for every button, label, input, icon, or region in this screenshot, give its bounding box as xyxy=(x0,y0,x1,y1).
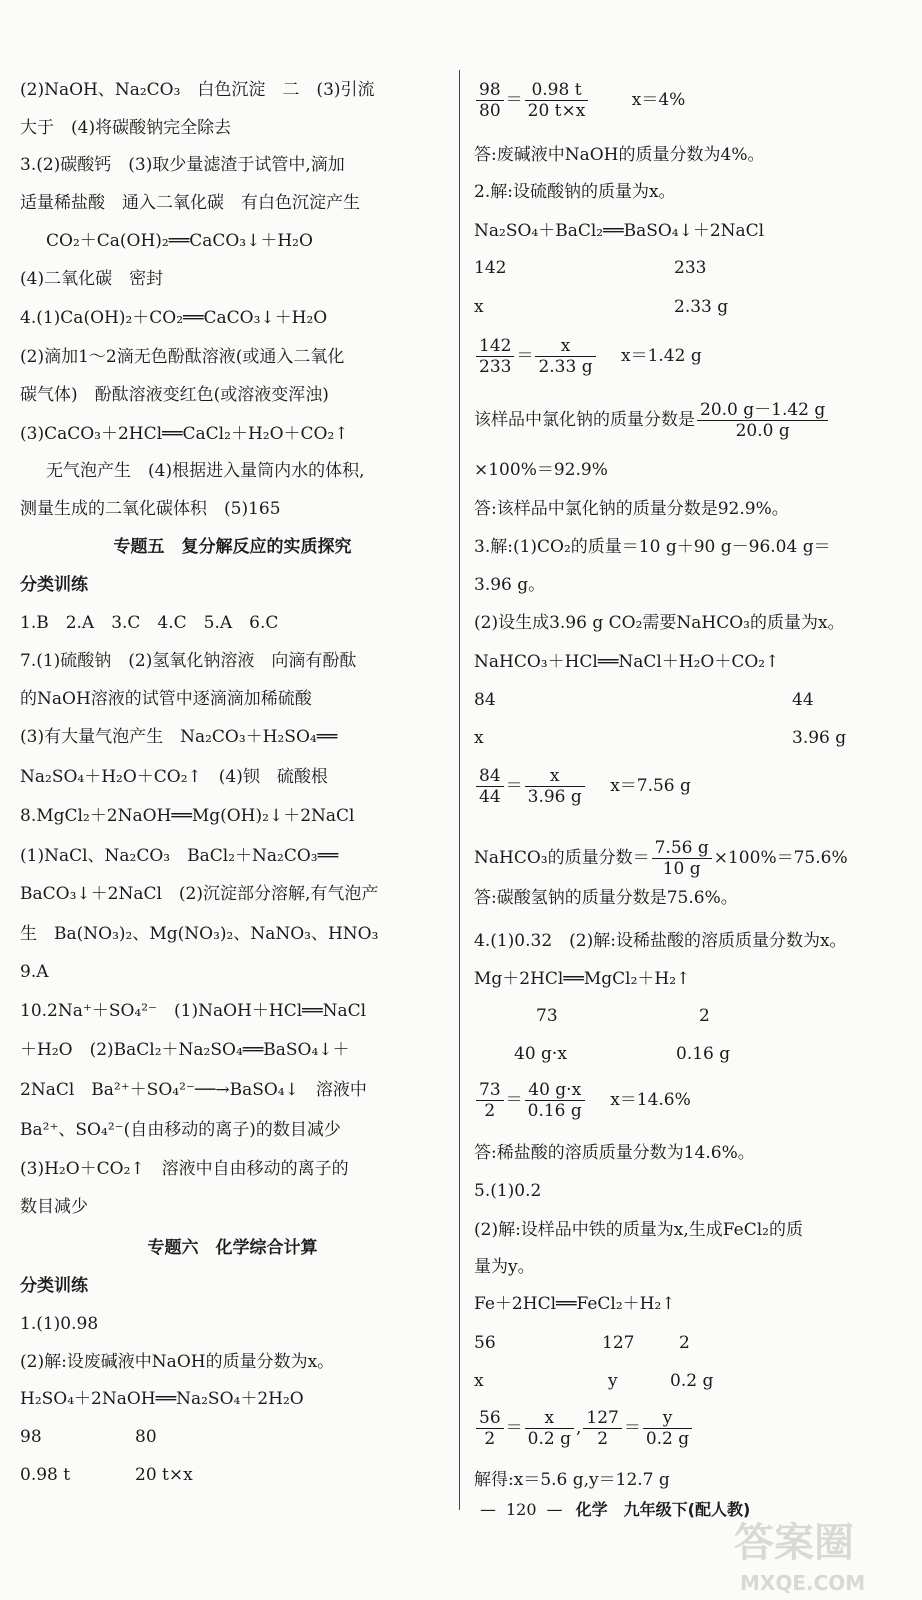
fraction: $\frac{7.56 g}{10 g}$ xyxy=(652,838,712,879)
text-line: (3)有大量气泡产生 Na₂CO₃＋H₂SO₄══ xyxy=(20,727,338,747)
stoich-value: x xyxy=(474,297,484,317)
fraction: $\frac{y}{0.2 g}$ xyxy=(643,1408,692,1449)
text-line: BaCO₃↓＋2NaCl (2)沉淀部分溶解,有气泡产 xyxy=(20,884,379,904)
answer-line: 答:废碱液中NaOH的质量分数为4%。 xyxy=(474,145,765,165)
watermark-logo xyxy=(726,1506,896,1598)
text-line: (2)设生成3.96 g CO₂需要NaHCO₃的质量为x。 xyxy=(474,613,845,633)
text-line: 适量稀盐酸 通入二氧化碳 有白色沉淀产生 xyxy=(20,193,360,213)
answer-line: 答:稀盐酸的溶质质量分数为14.6%。 xyxy=(474,1143,755,1163)
text-line: 5.(1)0.2 xyxy=(474,1181,542,1201)
text-line: Na₂SO₄＋H₂O＋CO₂↑ (4)钡 硫酸根 xyxy=(20,767,328,787)
column-divider xyxy=(459,70,460,1510)
subsection-heading: 分类训练 xyxy=(20,1276,88,1296)
stoich-value: 98 xyxy=(20,1427,42,1447)
text-line: 大于 (4)将碳酸钠完全除去 xyxy=(20,118,232,138)
proportion-line: $\frac{142}{233}$ ＝ $\frac{x}{2.33 g}$ x＝1.42 g xyxy=(474,336,702,377)
result-line: 解得:x＝5.6 g,y＝12.7 g xyxy=(474,1470,670,1490)
fraction: $\frac{x}{3.96 g}$ xyxy=(525,766,585,807)
text-line: 的NaOH溶液的试管中逐滴滴加稀硫酸 xyxy=(20,689,312,709)
answer-line: 答:碳酸氢钠的质量分数是75.6%。 xyxy=(474,888,738,908)
stoich-value: 40 g·x xyxy=(514,1044,567,1064)
text-line: Ba²⁺、SO₄²⁻(自由移动的离子)的数目减少 xyxy=(20,1120,341,1140)
stoich-value: y xyxy=(608,1371,618,1391)
text-line: ＋H₂O (2)BaCl₂＋Na₂SO₄══BaSO₄↓＋ xyxy=(20,1040,350,1060)
stoich-value: 2 xyxy=(679,1333,690,1353)
stoich-value: 0.98 t xyxy=(20,1465,71,1485)
equation: Na₂SO₄＋BaCl₂══BaSO₄↓＋2NaCl xyxy=(474,221,765,241)
text-line: 3.(2)碳酸钙 (3)取少量滤渣于试管中,滴加 xyxy=(20,155,345,175)
stoich-value: 0.16 g xyxy=(676,1044,731,1064)
fraction: $\frac{142}{233}$ xyxy=(476,336,514,377)
footer-dash: — xyxy=(546,1500,563,1519)
text-line: (2)解:设样品中铁的质量为x,生成FeCl₂的质 xyxy=(474,1220,803,1240)
equation: Fe＋2HCl══FeCl₂＋H₂↑ xyxy=(474,1294,676,1314)
text-line: 2.解:设硫酸钠的质量为x。 xyxy=(474,182,676,202)
proportion-line: $\frac{84}{44}$ ＝ $\frac{x}{3.96 g}$ x＝7.56 g xyxy=(474,766,691,807)
footer-dash: — xyxy=(480,1500,496,1519)
fraction: $\frac{20.0 g-1.42 g}{20.0 g}$ xyxy=(697,400,828,441)
section-heading: 专题五 复分解反应的实质探究 xyxy=(113,537,352,557)
stoich-value: 44 xyxy=(792,690,814,710)
fraction: $\frac{98}{80}$ xyxy=(476,80,504,121)
text-line: 3.解:(1)CO₂的质量＝10 g＋90 g－96.04 g＝ xyxy=(474,537,831,557)
equation: H₂SO₄＋2NaOH══Na₂SO₄＋2H₂O xyxy=(20,1389,304,1409)
fraction: $\frac{127}{2}$ xyxy=(583,1408,621,1449)
equation: Mg＋2HCl══MgCl₂＋H₂↑ xyxy=(474,969,691,989)
stoich-value: 3.96 g xyxy=(792,728,847,748)
calculation-line: 该样品中氯化钠的质量分数是 $\frac{20.0 g-1.42 g}{20.0 g}$ xyxy=(474,400,830,441)
equation: (3)CaCO₃＋2HCl══CaCl₂＋H₂O＋CO₂↑ xyxy=(20,424,349,444)
text-line: 4.(1)0.32 (2)解:设稀盐酸的溶质质量分数为x。 xyxy=(474,931,847,951)
page-footer xyxy=(480,1497,750,1520)
stoich-value: 2.33 g xyxy=(674,297,729,317)
text-line: 无气泡产生 (4)根据进入量筒内水的体积, xyxy=(46,461,365,481)
stoich-value: x xyxy=(474,728,484,748)
text-line: 量为y。 xyxy=(474,1257,535,1277)
fraction: $\frac{84}{44}$ xyxy=(476,766,504,807)
stoich-value: 142 xyxy=(474,258,507,278)
proportion-line: $\frac{56}{2}$ ＝ $\frac{x}{0.2 g}$ , $\frac{127}{2}$ ＝ $\frac{y}{0.2 g}$ xyxy=(474,1408,694,1449)
answer-line: 答:该样品中氯化钠的质量分数是92.9%。 xyxy=(474,499,789,519)
text-line: 10.2Na⁺＋SO₄²⁻ (1)NaOH＋HCl══NaCl xyxy=(20,1001,367,1021)
calculation-line: NaHCO₃的质量分数＝ $\frac{7.56 g}{10 g}$ ×100%＝75.6% xyxy=(474,838,848,879)
equation: CO₂＋Ca(OH)₂══CaCO₃↓＋H₂O xyxy=(46,231,313,251)
calculation-line: ×100%＝92.9% xyxy=(474,460,608,480)
fraction: $\frac{73}{2}$ xyxy=(476,1080,504,1121)
footer-subject: 化学 九年级下(配人教) xyxy=(575,1500,751,1519)
watermark-text: 答案圈 xyxy=(734,1520,854,1566)
stoich-value: 233 xyxy=(674,258,707,278)
stoich-value: 2 xyxy=(699,1006,710,1026)
fraction: $\frac{56}{2}$ xyxy=(476,1408,504,1449)
section-heading: 专题六 化学综合计算 xyxy=(147,1238,318,1258)
fraction: $\frac{x}{0.2 g}$ xyxy=(525,1408,574,1449)
answer-line: 1.B 2.A 3.C 4.C 5.A 6.C xyxy=(20,613,279,633)
stoich-value: 73 xyxy=(536,1006,558,1026)
equation: 4.(1)Ca(OH)₂＋CO₂══CaCO₃↓＋H₂O xyxy=(20,308,328,328)
watermark-url: MXQE.COM xyxy=(740,1571,866,1595)
page-number: 120 xyxy=(506,1500,537,1519)
text-line: 生 Ba(NO₃)₂、Mg(NO₃)₂、NaNO₃、HNO₃ xyxy=(20,924,379,944)
stoich-value: 84 xyxy=(474,690,496,710)
text-line: 碳气体) 酚酞溶液变红色(或溶液变浑浊) xyxy=(20,385,329,405)
text-line: 测量生成的二氧化碳体积 (5)165 xyxy=(20,499,281,519)
text-line: (2)滴加1～2滴无色酚酞溶液(或通入二氧化 xyxy=(20,347,345,367)
text-line: (4)二氧化碳 密封 xyxy=(20,269,164,289)
stoich-value: x xyxy=(474,1371,484,1391)
stoich-value: 80 xyxy=(135,1427,157,1447)
fraction: $\frac{x}{2.33 g}$ xyxy=(535,336,595,377)
proportion-line: $\frac{98}{80}$ ＝ $\frac{0.98 t}{20 t\times x}$ x＝4% xyxy=(474,80,685,121)
equation: NaHCO₃＋HCl══NaCl＋H₂O＋CO₂↑ xyxy=(474,652,780,672)
text-line: 2NaCl Ba²⁺＋SO₄²⁻──→BaSO₄↓ 溶液中 xyxy=(20,1080,367,1100)
answer-line: 9.A xyxy=(20,962,49,982)
text-line: (1)NaCl、Na₂CO₃ BaCl₂＋Na₂CO₃══ xyxy=(20,846,339,866)
text-line: 数目减少 xyxy=(20,1197,88,1217)
text-line: (3)H₂O＋CO₂↑ 溶液中自由移动的离子的 xyxy=(20,1159,349,1179)
stoich-value: 20 t×x xyxy=(135,1465,193,1485)
stoich-value: 0.2 g xyxy=(670,1371,714,1391)
proportion-line: $\frac{73}{2}$ ＝ $\frac{40 g\cdot x}{0.16 g}$ x＝14.6% xyxy=(474,1080,691,1121)
text-line: 3.96 g。 xyxy=(474,575,546,595)
fraction: $\frac{0.98 t}{20 t\times x}$ xyxy=(525,80,589,121)
stoich-value: 56 xyxy=(474,1333,496,1353)
text-line: 7.(1)硫酸钠 (2)氢氧化钠溶液 向滴有酚酞 xyxy=(20,651,357,671)
stoich-value: 127 xyxy=(602,1333,635,1353)
equation: 8.MgCl₂＋2NaOH══Mg(OH)₂↓＋2NaCl xyxy=(20,806,355,826)
fraction: $\frac{40 g\cdot x}{0.16 g}$ xyxy=(525,1080,585,1121)
text-line: 1.(1)0.98 xyxy=(20,1314,99,1334)
text-line: (2)解:设废碱液中NaOH的质量分数为x。 xyxy=(20,1352,335,1372)
subsection-heading: 分类训练 xyxy=(20,575,88,595)
text-line: (2)NaOH、Na₂CO₃ 白色沉淀 二 (3)引流 xyxy=(20,80,375,100)
